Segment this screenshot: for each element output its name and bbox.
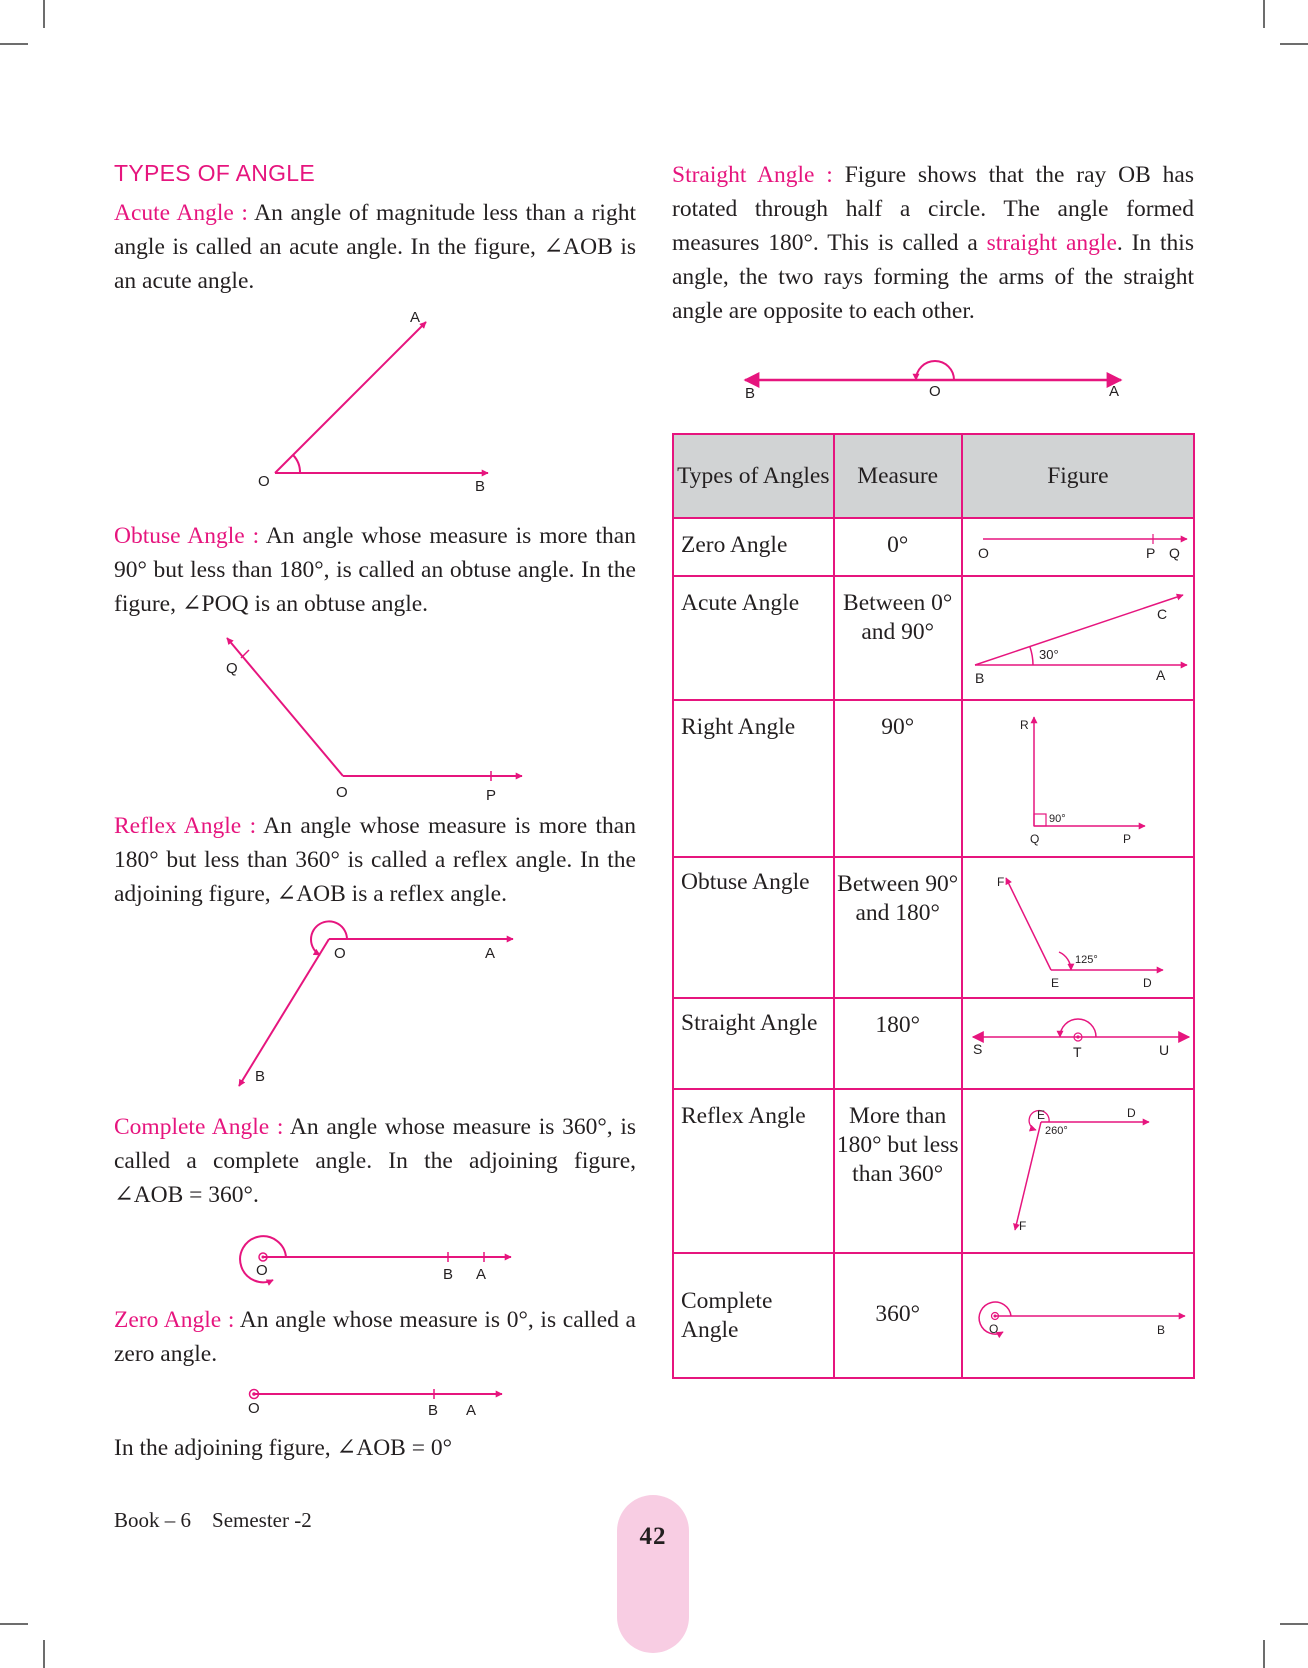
row-type: Zero Angle xyxy=(681,532,788,558)
label-f: F xyxy=(996,875,1005,889)
page-tab xyxy=(617,1495,689,1653)
zero-angle-term: Zero Angle : xyxy=(114,1307,235,1333)
label-o: O xyxy=(334,945,346,962)
page-number: 42 xyxy=(639,1523,667,1550)
label-b: B xyxy=(974,670,985,686)
row-measure: 90° xyxy=(881,714,915,740)
obtuse-angle-paragraph xyxy=(114,519,636,621)
label-b: B xyxy=(428,1402,439,1419)
label-q: Q xyxy=(1029,832,1040,846)
label-b: B xyxy=(475,478,486,495)
row-type: Straight Angle xyxy=(681,1010,818,1036)
label-p: P xyxy=(1122,832,1131,846)
table-row xyxy=(673,1089,1194,1253)
header-measure: Measure xyxy=(834,434,962,518)
crop-mark xyxy=(1263,1640,1265,1668)
label-a: A xyxy=(1109,383,1120,400)
table-header-row xyxy=(673,434,1194,518)
complete-angle-text: An angle whose measure is 360°, is called a complete angle. In the adjoining figure, ∠AOB = 360°. xyxy=(114,1114,636,1208)
label-d: D xyxy=(1126,1106,1136,1120)
row-type: Acute Angle xyxy=(681,590,800,616)
label-r: R xyxy=(1019,718,1029,732)
zero-angle-text: An angle whose measure is 0°, is called a zero angle. xyxy=(114,1307,636,1367)
reflex-angle-table-figure xyxy=(963,1090,1200,1254)
label-c: C xyxy=(1156,606,1167,622)
label-e: E xyxy=(1036,1108,1045,1122)
row-measure: Between 90° and 180° xyxy=(837,871,959,926)
acute-angle-table-figure xyxy=(963,577,1200,701)
label-b: B xyxy=(255,1068,266,1085)
straight-angle-text-2: . In this angle, the two rays forming the arms of the straight angle are opposite to each other. xyxy=(672,230,1194,324)
acute-angle-term: Acute Angle : xyxy=(114,200,248,226)
label-o: O xyxy=(336,784,348,801)
header-figure: Figure xyxy=(962,434,1194,518)
complete-angle-paragraph xyxy=(114,1110,636,1212)
crop-mark xyxy=(43,0,45,28)
table-row xyxy=(673,857,1194,998)
acute-angle-text: An angle of magnitude less than a right angle is called an acute angle. In the figure, ∠AOB is an acute angle. xyxy=(114,200,636,294)
crop-mark xyxy=(1280,43,1308,45)
footer-book: Book – 6 xyxy=(114,1508,192,1532)
right-angle-table-figure xyxy=(963,701,1200,858)
crop-mark xyxy=(0,43,28,45)
row-type: Complete Angle xyxy=(681,1288,773,1343)
label-90-degrees: 90° xyxy=(1048,813,1066,825)
label-q: Q xyxy=(1168,545,1180,561)
footer xyxy=(114,1508,312,1533)
label-u: U xyxy=(1158,1042,1169,1058)
label-o: O xyxy=(256,1262,268,1279)
straight-angle-figure xyxy=(735,356,1135,406)
straight-angle-paragraph xyxy=(672,158,1194,328)
zero-angle-figure xyxy=(240,1382,510,1422)
crop-mark xyxy=(0,1623,28,1625)
label-o: O xyxy=(929,383,941,400)
label-a: A xyxy=(410,309,421,326)
table-row xyxy=(673,700,1194,857)
complete-angle-figure xyxy=(233,1230,523,1290)
label-p: P xyxy=(1145,545,1156,561)
crop-mark xyxy=(43,1640,45,1668)
obtuse-angle-term: Obtuse Angle : xyxy=(114,523,260,549)
reflex-angle-text: An angle whose measure is more than 180° but less than 360° is called a reflex angle. In the adjoining figure, ∠AOB is a reflex angle. xyxy=(114,813,636,907)
label-a: A xyxy=(1155,667,1166,683)
straight-angle-term-2: straight angle xyxy=(986,230,1117,256)
label-b: B xyxy=(1156,1323,1165,1337)
row-type: Obtuse Angle xyxy=(681,869,810,895)
row-type: Right Angle xyxy=(681,714,796,740)
straight-angle-term: Straight Angle : xyxy=(672,162,833,188)
label-b: B xyxy=(745,385,756,402)
angle-types-table xyxy=(672,433,1195,1379)
row-measure: More than 180° but less than 360° xyxy=(836,1103,959,1187)
label-q: Q xyxy=(226,660,238,677)
row-measure: Between 0° and 90° xyxy=(843,590,953,645)
straight-angle-text-1: Figure shows that the ray OB has rotated through half a circle. The angle formed measures 180°. This is called a xyxy=(672,162,1194,256)
zero-angle-paragraph xyxy=(114,1303,636,1371)
crop-mark xyxy=(1263,0,1265,28)
label-a: A xyxy=(485,945,496,962)
label-d: D xyxy=(1142,976,1152,990)
footer-semester: Semester -2 xyxy=(212,1508,312,1532)
label-o: O xyxy=(977,545,989,561)
table-row xyxy=(673,1253,1194,1378)
label-b: B xyxy=(443,1266,454,1283)
row-measure: 360° xyxy=(875,1301,920,1327)
reflex-angle-figure xyxy=(225,918,525,1093)
label-t: T xyxy=(1072,1044,1082,1060)
complete-angle-table-figure xyxy=(963,1254,1200,1379)
table-row xyxy=(673,998,1194,1089)
table-row xyxy=(673,518,1194,576)
label-e: E xyxy=(1050,976,1059,990)
reflex-angle-paragraph xyxy=(114,809,636,911)
label-p: P xyxy=(486,787,497,804)
header-types: Types of Angles xyxy=(673,434,834,518)
label-a: A xyxy=(466,1402,477,1419)
label-o: O xyxy=(988,1322,999,1336)
zero-angle-table-figure xyxy=(963,519,1200,577)
label-f: F xyxy=(1018,1219,1027,1233)
row-type: Reflex Angle xyxy=(681,1103,806,1129)
table-row xyxy=(673,576,1194,700)
row-measure: 0° xyxy=(887,532,909,558)
label-260-degrees: 260° xyxy=(1044,1125,1068,1137)
obtuse-angle-figure xyxy=(220,630,530,804)
label-30-degrees: 30° xyxy=(1038,647,1059,662)
straight-angle-table-figure xyxy=(963,999,1200,1090)
label-125-degrees: 125° xyxy=(1074,954,1098,966)
acute-angle-figure xyxy=(250,308,510,498)
obtuse-angle-table-figure xyxy=(963,858,1200,999)
zero-angle-caption: In the adjoining figure, ∠AOB = 0° xyxy=(114,1435,452,1461)
label-o: O xyxy=(258,473,270,490)
label-o: O xyxy=(248,1400,260,1417)
complete-angle-term: Complete Angle : xyxy=(114,1114,284,1140)
label-a: A xyxy=(476,1266,487,1283)
reflex-angle-term: Reflex Angle : xyxy=(114,813,257,839)
section-heading: TYPES OF ANGLE xyxy=(114,160,316,186)
label-s: S xyxy=(972,1041,983,1057)
obtuse-angle-text: An angle whose measure is more than 90° but less than 180°, is called an obtuse angle. In the figure, ∠POQ is an obtuse angle. xyxy=(114,523,636,617)
acute-angle-paragraph xyxy=(114,196,636,298)
crop-mark xyxy=(1280,1623,1308,1625)
row-measure: 180° xyxy=(875,1012,920,1038)
